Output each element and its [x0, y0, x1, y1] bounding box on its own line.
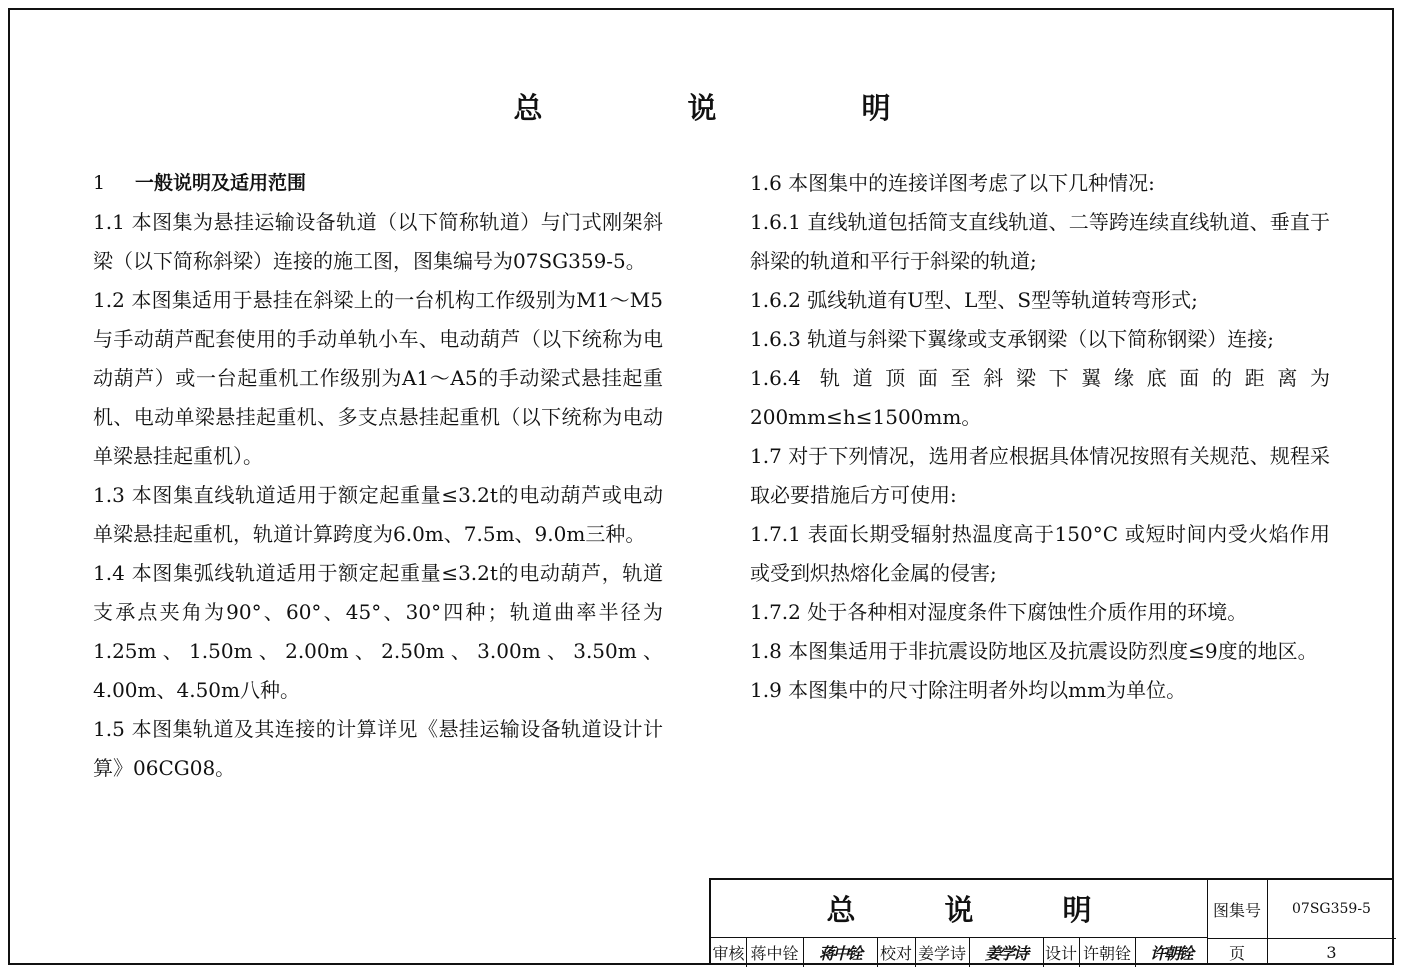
paragraph-1-6-1: 1.6.1 直线轨道包括简支直线轨道、二等跨连续直线轨道、垂直于斜梁的轨道和平行于斜梁的轨道;: [750, 210, 1330, 273]
paragraph-1-7-2: 1.7.2 处于各种相对湿度条件下腐蚀性介质作用的环境。: [750, 600, 1248, 624]
checker-name: 姜学诗: [917, 944, 966, 963]
paragraph-1-1: 1.1 本图集为悬挂运输设备轨道（以下简称轨道）与门式刚架斜梁（以下简称斜梁）连接的施工图，图集编号为07SG359-5。: [93, 210, 663, 273]
paragraph-1-7-1: 1.7.1 表面长期受辐射热温度高于150°C 或短时间内受火焰作用或受到炽热熔化金属的侵害;: [750, 522, 1330, 585]
check-label: 校对: [879, 944, 912, 963]
section-number: 1: [93, 172, 106, 194]
paragraph-1-9: 1.9 本图集中的尺寸除注明者外均以mm为单位。: [750, 678, 1187, 702]
reviewer-name: 蒋中铨: [750, 944, 799, 963]
paragraph-1-6: 1.6 本图集中的连接详图考虑了以下几种情况:: [750, 171, 1155, 195]
paragraph-1-6-3: 1.6.3 轨道与斜梁下翼缘或支承钢梁（以下简称钢梁）连接;: [750, 327, 1274, 351]
review-label: 审核: [712, 944, 745, 963]
reviewer-signature: 蒋中铨: [818, 944, 861, 963]
atlas-number-label: 图集号: [1212, 900, 1261, 920]
signature-row: [711, 938, 1207, 967]
design-label: 设计: [1044, 944, 1077, 963]
paragraph-1-6-4: 1.6.4 轨道顶面至斜梁下翼缘底面的距离为200mm≤h≤1500mm。: [750, 366, 1330, 429]
paragraph-1-4: 1.4 本图集弧线轨道适用于额定起重量≤3.2t的电动葫芦，轨道支承点夹角为90°、60°、45°、30°四种；轨道曲率半径为1.25m、1.50m、2.00m、2.50m、3.00m、3.50m、4.00m、4.50m八种。: [93, 561, 663, 702]
designer-name: 许朝铨: [1082, 944, 1131, 963]
right-column: [750, 164, 1330, 710]
paragraph-1-8: 1.8 本图集适用于非抗震设防地区及抗震设防烈度≤9度的地区。: [750, 639, 1318, 663]
page-title: 总 说 明: [513, 91, 949, 125]
designer-signature: 许朝铨: [1149, 944, 1192, 963]
page-label: 页: [1228, 944, 1245, 963]
atlas-number: 07SG359-5: [1292, 901, 1371, 917]
title-block: [709, 878, 1394, 965]
paragraph-1-2: 1.2 本图集适用于悬挂在斜梁上的一台机构工作级别为M1～M5与手动葫芦配套使用的手动单轨小车、电动葫芦（以下统称为电动葫芦）或一台起重机工作级别为A1～A5的手动梁式悬挂起重机、电动单梁悬挂起重机、多支点悬挂起重机（以下统称为电动单梁悬挂起重机）。: [93, 288, 663, 468]
paragraph-1-7: 1.7 对于下列情况，选用者应根据具体情况按照有关规范、规程采取必要措施后方可使用:: [750, 444, 1330, 507]
checker-signature: 姜学诗: [984, 944, 1027, 963]
paragraph-1-6-2: 1.6.2 弧线轨道有U型、L型、S型等轨道转弯形式;: [750, 288, 1198, 312]
section-heading-text: 一般说明及适用范围: [135, 172, 307, 194]
left-column: [93, 164, 663, 788]
section-heading: [93, 164, 663, 203]
title-block-title: 总 说 明: [711, 880, 1207, 938]
paragraph-1-5: 1.5 本图集轨道及其连接的计算详见《悬挂运输设备轨道设计计算》06CG08。: [93, 717, 663, 780]
page-number: 3: [1326, 943, 1337, 962]
paragraph-1-3: 1.3 本图集直线轨道适用于额定起重量≤3.2t的电动葫芦或电动单梁悬挂起重机，轨道计算跨度为6.0m、7.5m、9.0m三种。: [93, 483, 663, 546]
